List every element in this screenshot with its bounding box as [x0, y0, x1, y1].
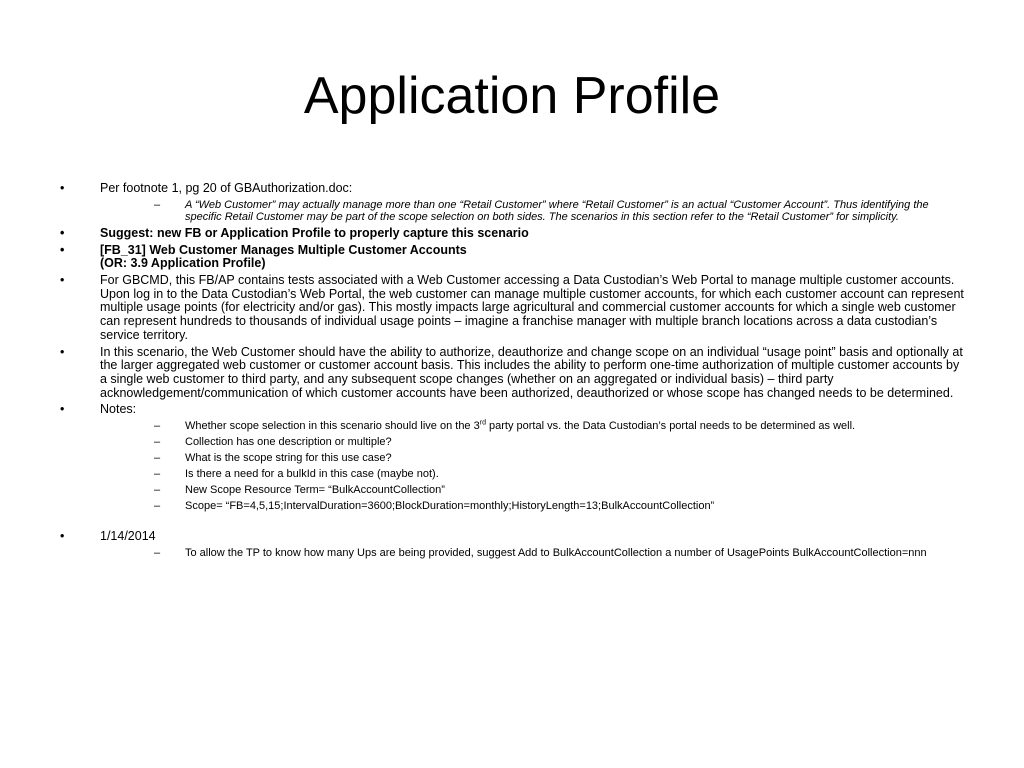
bullet-marker: •: [60, 344, 65, 359]
bullet-text: Notes:: [100, 402, 137, 417]
sub-bullet-collection: [100, 436, 968, 448]
sub-bullet-text: What is the scope string for this use case?: [185, 452, 392, 465]
sub-bullet-bulkid: [100, 468, 968, 480]
bullet-text: Per footnote 1, pg 20 of GBAuthorization.doc:: [100, 181, 353, 195]
sub-bullet-text-pre: Whether scope selection in this scenario should live on the 3: [185, 420, 480, 433]
dash-marker: –: [154, 546, 161, 559]
dash-marker: –: [154, 500, 161, 513]
slide-title: Application Profile: [303, 67, 721, 125]
bullet-text-line-2: (OR: 3.9 Application Profile): [100, 256, 266, 271]
sub-bullet-text: Is there a need for a bulkId in this case (maybe not).: [185, 468, 439, 481]
bullet-text-line-1: [FB_31] Web Customer Manages Multiple Customer Accounts: [100, 242, 467, 257]
bullet-gbcmd: [60, 274, 968, 343]
sub-bullet-tp-usage-points: [100, 547, 968, 559]
sub-list: [100, 547, 968, 559]
bullet-marker: •: [60, 225, 65, 240]
sub-bullet-text: Collection has one description or multiple?: [185, 436, 392, 449]
spacer: [60, 516, 968, 530]
ordinal-suffix: rd: [479, 419, 486, 427]
bullet-suggest: [60, 227, 968, 241]
bullet-marker: •: [60, 181, 65, 195]
bullet-footnote: [60, 182, 968, 223]
dash-marker: –: [154, 198, 161, 211]
bullet-marker: •: [60, 242, 65, 257]
sub-bullet-scope-string: [100, 452, 968, 464]
sub-bullet-text: To allow the TP to know how many Ups are being provided, suggest Add to BulkAccountCollection a number of UsagePoints BulkAccountCollection=nnn: [185, 546, 927, 559]
bullet-marker: •: [60, 273, 65, 288]
bullet-marker: •: [60, 529, 65, 544]
dash-marker: –: [154, 420, 161, 433]
sub-bullet-scope-value: [100, 500, 968, 512]
bullet-text: For GBCMD, this FB/AP contains tests associated with a Web Customer accessing a Data Custodian’s Web Portal to manage multiple customer accounts. Upon log in to the Data Custodian’s Web Portal, the web customer can manage multiple customer accounts, for which each customer account can represent multiple usage points (for electricity and/or gas). This mostly impacts large agricultural and commercial customer accounts for which a single web customer can represent hundreds to thousands of individual usage points – imagine a franchise manager with multiple branch locations across a data custodian’s service territory.: [100, 273, 964, 342]
dash-marker: –: [154, 452, 161, 465]
bullet-marker: •: [60, 402, 65, 417]
bullet-date: [60, 530, 968, 559]
sub-bullet-text: New Scope Resource Term= “BulkAccountCollection”: [185, 484, 445, 497]
bullet-scenario: [60, 346, 968, 401]
sub-bullet-text: Scope= “FB=4,5,15;IntervalDuration=3600;BlockDuration=monthly;HistoryLength=13;BulkAccountCollection”: [185, 500, 715, 513]
dash-marker: –: [154, 484, 161, 497]
sub-bullet-resource-term: [100, 484, 968, 496]
bullet-notes: [60, 403, 968, 512]
sub-list: [100, 199, 968, 223]
slide-body: [60, 182, 968, 563]
sub-bullet-text: A “Web Customer” may actually manage more than one “Retail Customer” where “Retail Customer” is an actual “Customer Account”. Thus identifying the specific Retail Customer may be part of the scope selection on both sides. The scenarios in this section refer to the “Retail Customer” for simplicity.: [185, 198, 929, 223]
sub-bullet-text-post: party portal vs. the Data Custodian’s portal needs to be determined as well.: [485, 420, 856, 433]
dash-marker: –: [154, 468, 161, 481]
bullet-text: In this scenario, the Web Customer should have the ability to authorize, deauthorize and change scope on an individual “usage point” basis and optionally at the larger aggregated web customer or customer account basis. This includes the ability to perform one-time authorization of multiple customer accounts by a single web customer to third party, and any subsequent scope changes (whether on an aggregated or individual basis) – third party acknowledgement/communication of which customer accounts have been authorized, deauthorized or whose scope has changed needs to be determined.: [100, 344, 963, 400]
sub-bullet-scope-selection: [100, 420, 968, 432]
sub-list: [100, 420, 968, 512]
bullet-text: 1/14/2014: [100, 529, 156, 544]
bullet-text: Suggest: new FB or Application Profile to properly capture this scenario: [100, 225, 529, 240]
bullet-fb31: [60, 244, 968, 271]
sub-bullet-web-customer-note: [100, 199, 968, 223]
dash-marker: –: [154, 436, 161, 449]
